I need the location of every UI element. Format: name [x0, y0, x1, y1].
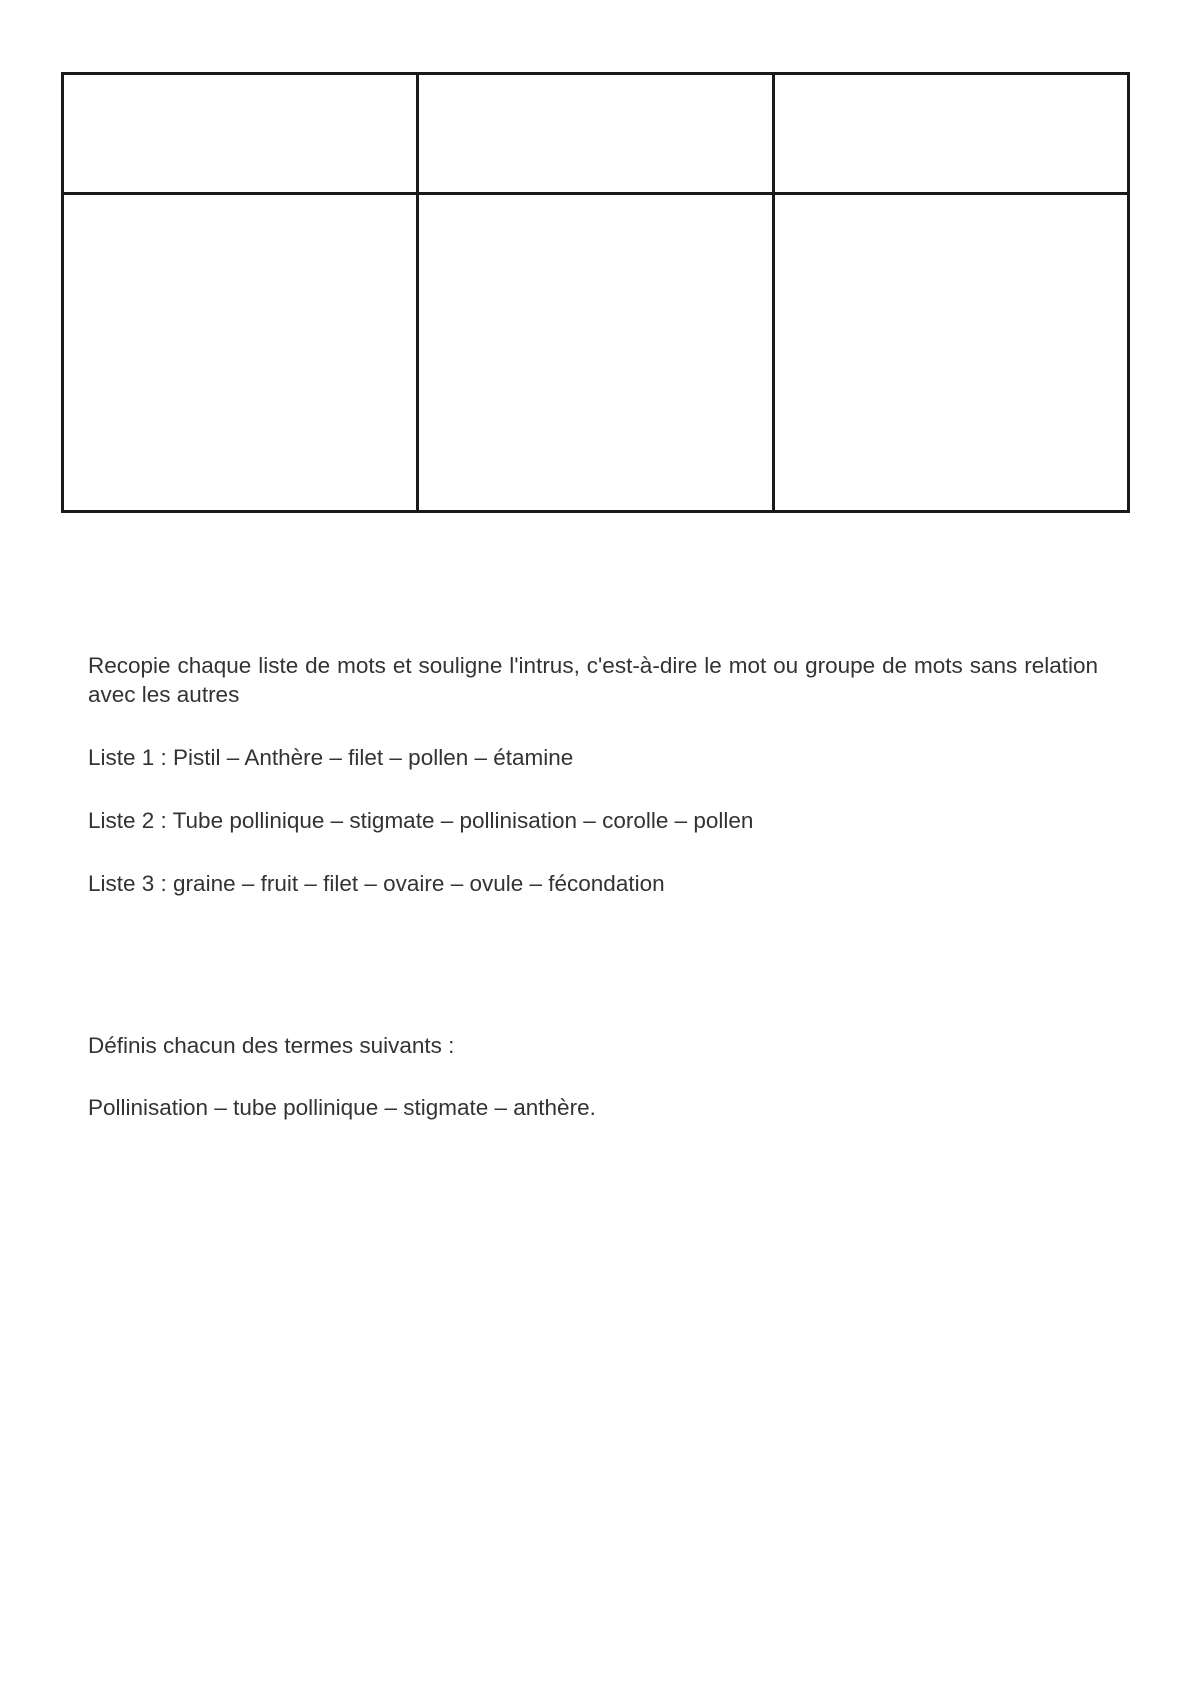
table-row — [63, 194, 1129, 512]
table-cell — [63, 194, 418, 512]
exercise-1-instruction: Recopie chaque liste de mots et souligne l'intrus, c'est-à-dire le mot ou groupe de mots sans relation avec les autres — [88, 653, 1098, 707]
exercise-2-instruction: Définis chacun des termes suivants : — [88, 1033, 455, 1058]
terms-to-define: Pollinisation – tube pollinique – stigmate – anthère. — [88, 1095, 596, 1120]
table-row — [63, 74, 1129, 194]
table-cell — [418, 74, 773, 194]
table-cell — [63, 74, 418, 194]
empty-answer-table — [61, 72, 1130, 513]
table-cell — [418, 194, 773, 512]
word-list-1: Liste 1 : Pistil – Anthère – filet – pollen – étamine — [88, 745, 574, 770]
table-cell — [773, 194, 1128, 512]
word-list-2: Liste 2 : Tube pollinique – stigmate – pollinisation – corolle – pollen — [88, 808, 754, 833]
table-cell — [773, 74, 1128, 194]
word-list-3: Liste 3 : graine – fruit – filet – ovaire – ovule – fécondation — [88, 871, 665, 896]
